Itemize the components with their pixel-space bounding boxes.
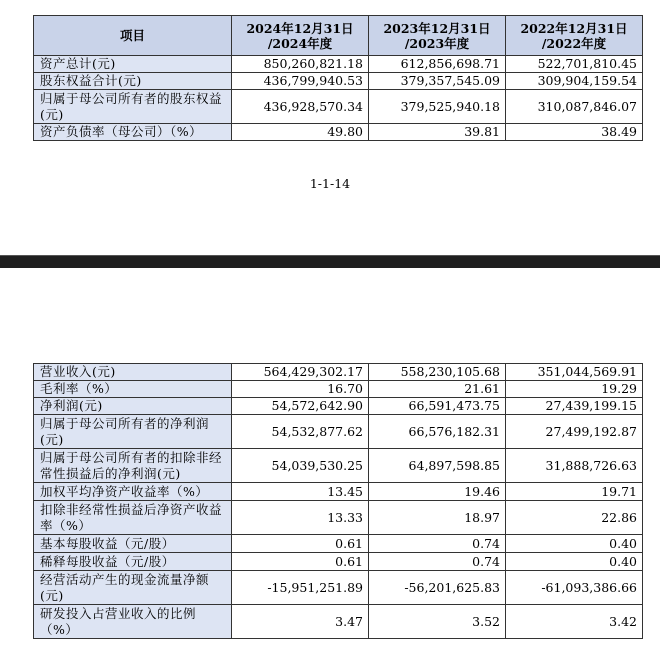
row-label: 营业收入(元)	[34, 364, 232, 381]
row-label: 归属于母公司所有者的净利润(元)	[34, 415, 232, 449]
value-cell: 3.42	[506, 605, 643, 639]
page-break-divider	[0, 256, 660, 268]
value-cell: 39.81	[369, 124, 506, 141]
financial-table-top	[33, 15, 643, 141]
row-label: 净利润(元)	[34, 398, 232, 415]
header-item: 项目	[34, 16, 232, 56]
value-cell: 0.74	[369, 553, 506, 571]
value-cell: 38.49	[506, 124, 643, 141]
table-row	[34, 56, 643, 73]
row-label: 扣除非经常性损益后净资产收益率（%）	[34, 501, 232, 535]
value-cell: -56,201,625.83	[369, 571, 506, 605]
value-cell: 436,799,940.53	[232, 73, 369, 90]
value-cell: 27,499,192.87	[506, 415, 643, 449]
table-row	[34, 364, 643, 381]
value-cell: 66,591,473.75	[369, 398, 506, 415]
value-cell: 64,897,598.85	[369, 449, 506, 483]
value-cell: 19.71	[506, 483, 643, 501]
value-cell: -15,951,251.89	[232, 571, 369, 605]
value-cell: -61,093,386.66	[506, 571, 643, 605]
value-cell: 0.40	[506, 553, 643, 571]
header-line: 2022年12月31日	[520, 20, 628, 36]
value-cell: 309,904,159.54	[506, 73, 643, 90]
value-cell: 310,087,846.07	[506, 90, 643, 124]
row-label: 资产总计(元)	[34, 56, 232, 73]
value-cell: 0.61	[232, 553, 369, 571]
header-2024	[232, 16, 369, 56]
value-cell: 436,928,570.34	[232, 90, 369, 124]
value-cell: 18.97	[369, 501, 506, 535]
value-cell: 13.45	[232, 483, 369, 501]
value-cell: 3.47	[232, 605, 369, 639]
table-row	[34, 605, 643, 639]
row-label: 归属于母公司所有者的股东权益(元)	[34, 90, 232, 124]
financial-table-bottom	[33, 363, 643, 639]
row-label: 资产负债率（母公司）（%）	[34, 124, 232, 141]
value-cell: 19.29	[506, 381, 643, 398]
row-label: 经营活动产生的现金流量净额(元)	[34, 571, 232, 605]
value-cell: 522,701,810.45	[506, 56, 643, 73]
header-line: 2023年12月31日	[383, 20, 491, 36]
table-row	[34, 553, 643, 571]
row-label: 加权平均净资产收益率（%）	[34, 483, 232, 501]
value-cell: 31,888,726.63	[506, 449, 643, 483]
table-row	[34, 398, 643, 415]
value-cell: 558,230,105.68	[369, 364, 506, 381]
value-cell: 49.80	[232, 124, 369, 141]
value-cell: 351,044,569.91	[506, 364, 643, 381]
value-cell: 564,429,302.17	[232, 364, 369, 381]
header-2023	[369, 16, 506, 56]
table-row	[34, 483, 643, 501]
header-line: 2024年12月31日	[246, 20, 354, 36]
value-cell: 850,260,821.18	[232, 56, 369, 73]
value-cell: 27,439,199.15	[506, 398, 643, 415]
table-row	[34, 449, 643, 483]
value-cell: 54,039,530.25	[232, 449, 369, 483]
value-cell: 0.61	[232, 535, 369, 553]
header-line: /2022年度	[541, 35, 607, 51]
row-label: 稀释每股收益（元/股）	[34, 553, 232, 571]
row-label: 毛利率（%）	[34, 381, 232, 398]
value-cell: 379,525,940.18	[369, 90, 506, 124]
page-number: 1-1-14	[309, 176, 351, 191]
value-cell: 66,576,182.31	[369, 415, 506, 449]
value-cell: 0.74	[369, 535, 506, 553]
header-2022	[506, 16, 643, 56]
table-row	[34, 535, 643, 553]
row-label: 基本每股收益（元/股）	[34, 535, 232, 553]
value-cell: 379,357,545.09	[369, 73, 506, 90]
table-row	[34, 415, 643, 449]
header-line: /2023年度	[404, 35, 470, 51]
table-row	[34, 381, 643, 398]
table-row	[34, 124, 643, 141]
value-cell: 19.46	[369, 483, 506, 501]
table-row	[34, 73, 643, 90]
row-label: 股东权益合计(元)	[34, 73, 232, 90]
table-row	[34, 571, 643, 605]
value-cell: 13.33	[232, 501, 369, 535]
value-cell: 0.40	[506, 535, 643, 553]
value-cell: 22.86	[506, 501, 643, 535]
value-cell: 54,572,642.90	[232, 398, 369, 415]
header-line: /2024年度	[267, 35, 333, 51]
value-cell: 3.52	[369, 605, 506, 639]
row-label: 归属于母公司所有者的扣除非经常性损益后的净利润(元)	[34, 449, 232, 483]
row-label: 研发投入占营业收入的比例（%）	[34, 605, 232, 639]
table-row	[34, 90, 643, 124]
table-row	[34, 501, 643, 535]
value-cell: 612,856,698.71	[369, 56, 506, 73]
value-cell: 21.61	[369, 381, 506, 398]
value-cell: 16.70	[232, 381, 369, 398]
value-cell: 54,532,877.62	[232, 415, 369, 449]
table-header-row	[34, 16, 643, 56]
